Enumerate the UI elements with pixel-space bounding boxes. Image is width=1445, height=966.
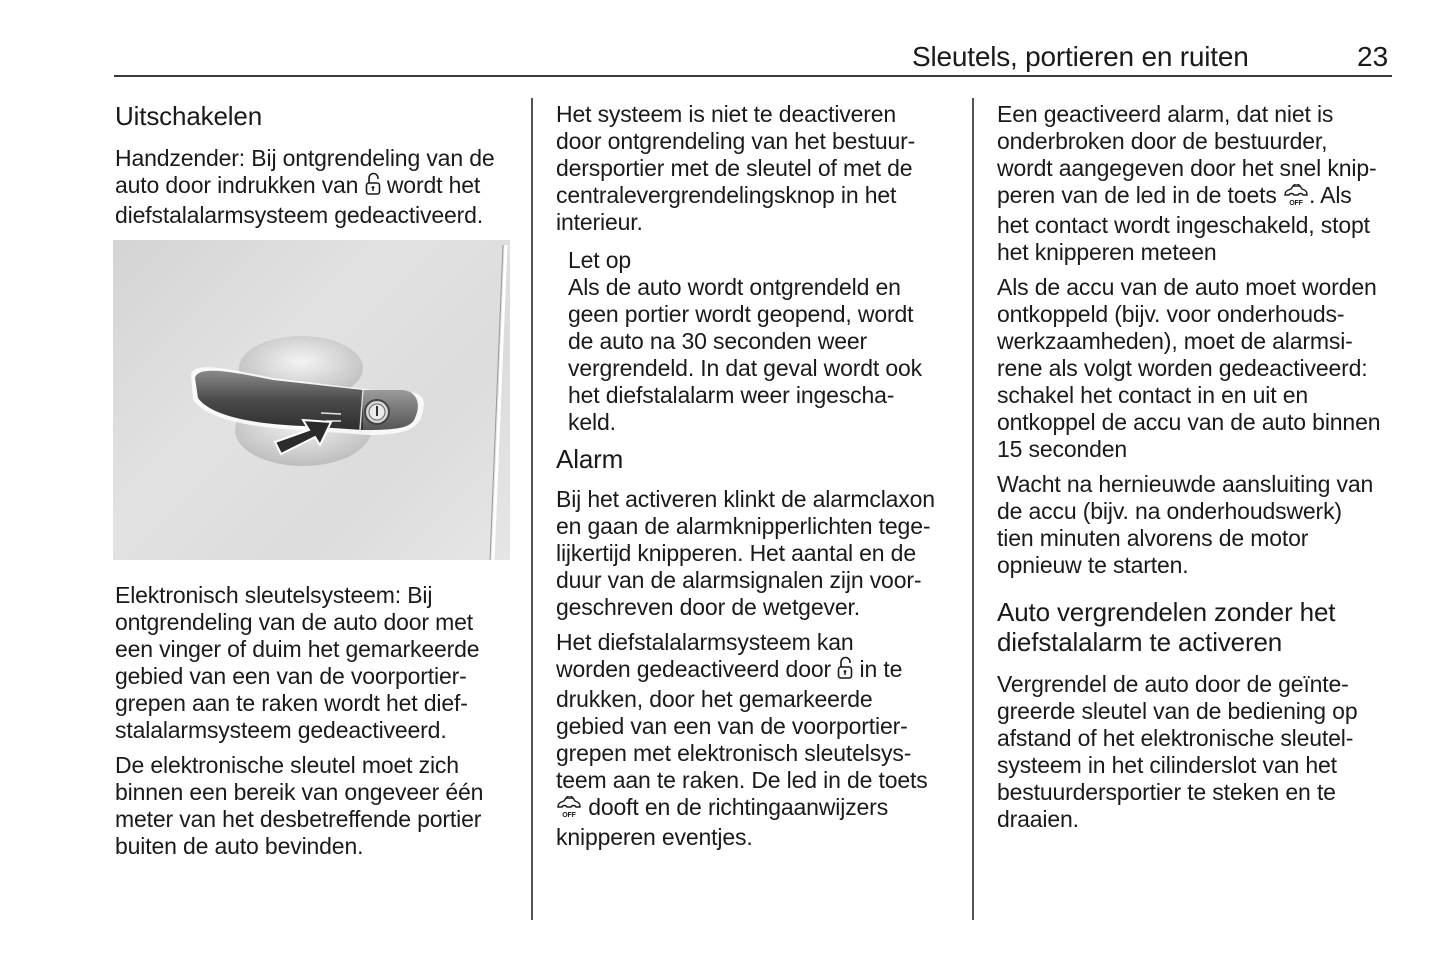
text-line: meter van het desbetreffende portier bbox=[115, 806, 482, 832]
text-line: onderbroken door de bestuurder, bbox=[997, 128, 1328, 154]
text-line: gebied van een van de voorportier- bbox=[556, 713, 908, 739]
heading-uitschakelen: Uitschakelen bbox=[115, 101, 263, 131]
text-line: keld. bbox=[568, 409, 616, 435]
text-line: het contact wordt ingeschakeld, stopt bbox=[997, 212, 1370, 238]
unlock-padlock-icon bbox=[365, 172, 381, 202]
text-line: Vergrendel de auto door de geïnte- bbox=[997, 671, 1349, 697]
alarm-off-button-icon bbox=[1283, 184, 1309, 212]
text-line: systeem in het cilinderslot van het bbox=[997, 752, 1337, 778]
text-line: rene als volgt worden gedeactiveerd: bbox=[997, 355, 1368, 381]
note-title: Let op bbox=[568, 247, 632, 273]
text-line: de accu (bijv. na onderhoudswerk) bbox=[997, 498, 1342, 524]
header-rule bbox=[114, 75, 1392, 77]
text-line: vergrendeld. In dat geval wordt ook bbox=[568, 355, 923, 381]
text-line: tien minuten alvorens de motor bbox=[997, 525, 1309, 551]
text-line: wordt aangegeven door het snel knip- bbox=[997, 155, 1377, 181]
door-handle-figure bbox=[113, 240, 510, 560]
text-line: Het systeem is niet te deactiveren bbox=[556, 101, 897, 127]
paragraph-geactiveerd-alarm bbox=[997, 101, 1397, 266]
text-fragment: wordt het bbox=[386, 172, 481, 198]
text-line: ontkoppeld (bijv. voor onderhouds- bbox=[997, 301, 1345, 327]
alarm-off-button-icon bbox=[556, 796, 582, 824]
text-line: grepen met elektronisch sleutelsys- bbox=[556, 740, 912, 766]
section-title: Sleutels, portieren en ruiten bbox=[912, 41, 1249, 72]
text-fragment: dooft en de richtingaanwijzers bbox=[588, 794, 889, 820]
text-line: draaien. bbox=[997, 806, 1079, 832]
text-line: grepen aan te raken wordt het dief- bbox=[115, 690, 468, 716]
text-line: greerde sleutel van de bediening op bbox=[997, 698, 1358, 724]
text-fragment: in te bbox=[859, 656, 903, 682]
text-line: Handzender: Bij ontgrendeling van de bbox=[115, 145, 495, 171]
text-line: geschreven door de wetgever. bbox=[556, 594, 860, 620]
heading-auto-vergrendelen bbox=[997, 597, 1397, 657]
text-line: een vinger of duim het gemarkeerde bbox=[115, 636, 480, 662]
text-line: 15 seconden bbox=[997, 436, 1128, 462]
text-line: gebied van een van de voorportier- bbox=[115, 663, 467, 689]
text-line: Wacht na hernieuwde aansluiting van bbox=[997, 471, 1374, 497]
paragraph-elektronische-sleutel-bereik bbox=[115, 752, 515, 860]
column-1 bbox=[115, 101, 515, 229]
text-line: en gaan de alarmknipperlichten tege- bbox=[556, 513, 931, 539]
paragraph-accu-ontkoppelen bbox=[997, 274, 1397, 463]
paragraph-diefstalalarm-deactiveren bbox=[556, 629, 956, 851]
text-line: geen portier wordt geopend, wordt bbox=[568, 301, 914, 327]
page-number: 23 bbox=[1357, 41, 1389, 72]
text-line: Als de auto wordt ontgrendeld en bbox=[568, 274, 901, 300]
text-line: interieur. bbox=[556, 209, 643, 235]
text-line: ontkoppel de accu van de auto binnen bbox=[997, 409, 1381, 435]
text-line: bestuurdersportier te steken en te bbox=[997, 779, 1336, 805]
door-handle-illustration bbox=[113, 240, 510, 560]
column-3 bbox=[997, 101, 1397, 833]
paragraph-handzender bbox=[115, 145, 515, 229]
text-line: schakel het contact in en uit en bbox=[997, 382, 1309, 408]
paragraph-niet-deactiveren bbox=[556, 101, 956, 236]
text-line: het diefstalalarm weer ingescha- bbox=[568, 382, 895, 408]
text-line: De elektronische sleutel moet zich bbox=[115, 752, 459, 778]
text-line: werkzaamheden), moet de alarmsi- bbox=[997, 328, 1353, 354]
text-line: buiten de auto bevinden. bbox=[115, 833, 364, 859]
unlock-padlock-icon bbox=[837, 656, 853, 686]
text-line: door ontgrendeling van het bestuur- bbox=[556, 128, 916, 154]
text-line: binnen een bereik van ongeveer één bbox=[115, 779, 484, 805]
paragraph-vergrendel-de-auto bbox=[997, 671, 1397, 833]
text-line: Een geactiveerd alarm, dat niet is bbox=[997, 101, 1334, 127]
text-line: Het diefstalalarmsysteem kan bbox=[556, 629, 854, 655]
text-line: ontgrendeling van de auto door met bbox=[115, 609, 474, 635]
column-divider-1 bbox=[531, 98, 533, 920]
text-line: drukken, door het gemarkeerde bbox=[556, 686, 873, 712]
text-fragment: . Als bbox=[1308, 182, 1352, 208]
text-line: het knipperen meteen bbox=[997, 239, 1217, 265]
paragraph-wacht-na-aansluiting bbox=[997, 471, 1397, 579]
text-line bbox=[556, 656, 956, 686]
text-line: Als de accu van de auto moet worden bbox=[997, 274, 1377, 300]
svg-text:OFF: OFF bbox=[1289, 200, 1303, 206]
text-line: teem aan te raken. De led in de toets bbox=[556, 767, 928, 793]
text-line: lijkertijd knipperen. Het aantal en de bbox=[556, 540, 916, 566]
paragraph-elektronisch-sleutelsysteem bbox=[115, 582, 515, 744]
paragraph-alarm-activeren bbox=[556, 486, 956, 621]
text-line: diefstalalarmsysteem gedeactiveerd. bbox=[115, 202, 484, 228]
text-fragment: auto door indrukken van bbox=[115, 172, 359, 198]
text-line: duur van de alarmsignalen zijn voor- bbox=[556, 567, 922, 593]
text-line: centralevergrendelingsknop in het bbox=[556, 182, 897, 208]
heading-line: Auto vergrendelen zonder het bbox=[997, 597, 1336, 627]
text-line: opnieuw te starten. bbox=[997, 552, 1189, 578]
text-line: knipperen eventjes. bbox=[556, 824, 753, 850]
text-fragment: worden gedeactiveerd door bbox=[556, 656, 831, 682]
svg-text:OFF: OFF bbox=[562, 812, 576, 818]
text-line: dersportier met de sleutel of met de bbox=[556, 155, 913, 181]
text-line bbox=[997, 182, 1397, 212]
text-line bbox=[115, 172, 515, 202]
column-2 bbox=[556, 101, 956, 851]
column-divider-2 bbox=[972, 98, 974, 920]
text-line bbox=[556, 794, 956, 824]
heading-alarm: Alarm bbox=[556, 444, 624, 474]
text-line: Elektronisch sleutelsysteem: Bij bbox=[115, 582, 433, 608]
heading-line: diefstalalarm te activeren bbox=[997, 627, 1283, 657]
text-line: de auto na 30 seconden weer bbox=[568, 328, 868, 354]
column-1-lower bbox=[115, 582, 515, 860]
text-fragment: peren van de led in de toets bbox=[997, 182, 1277, 208]
text-line: stalalarmsysteem gedeactiveerd. bbox=[115, 717, 447, 743]
note-let-op bbox=[556, 247, 956, 436]
text-line: afstand of het elektronische sleutel- bbox=[997, 725, 1354, 751]
text-line: Bij het activeren klinkt de alarmclaxon bbox=[556, 486, 935, 512]
